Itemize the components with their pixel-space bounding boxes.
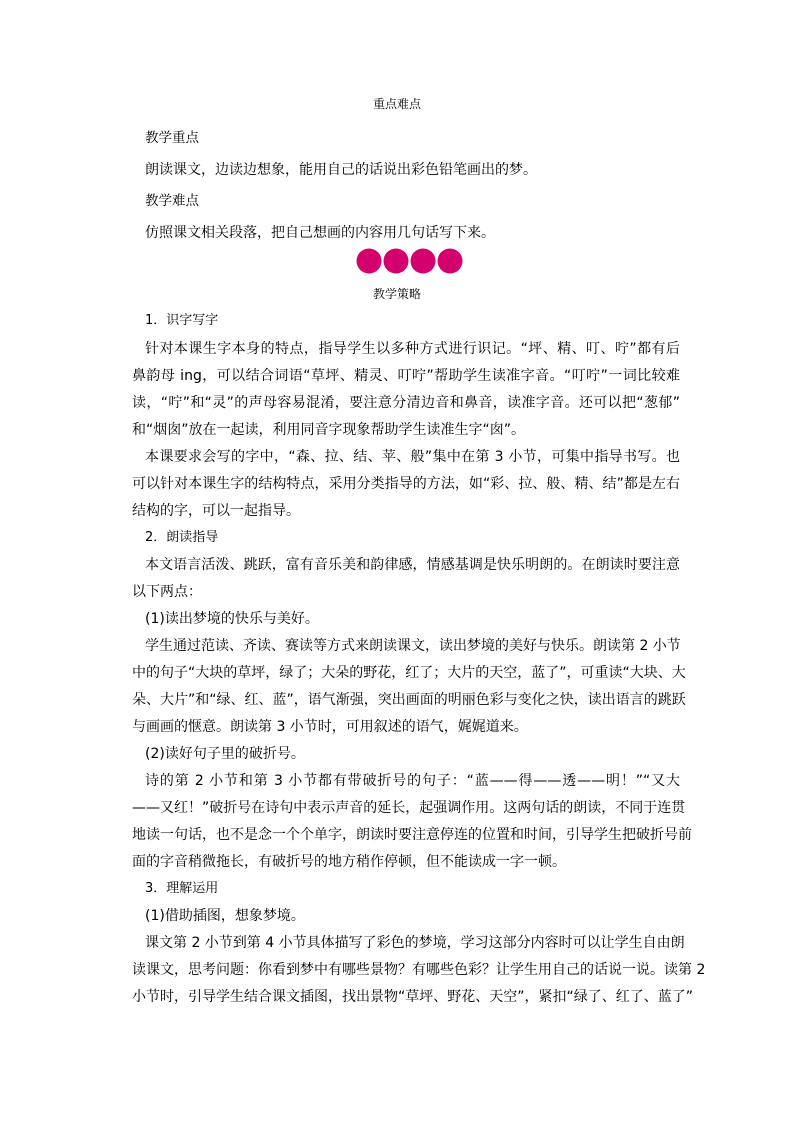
ornament-circle-icon: [384, 249, 409, 274]
part2-line: ——又红！”破折号在诗句中表示声音的延长，起强调作用。这两句话的朗读，不同于连贯: [132, 800, 686, 816]
part2-line: 与画画的惬意。朗读第 3 小节时，可用叙述的语气，娓娓道来。: [132, 719, 528, 735]
part1-line: 针对本课生字本身的特点，指导学生以多种方式进行识记。“坪、精、叮、咛”都有后: [145, 341, 680, 357]
ornament-circle-icon: [411, 249, 436, 274]
part1-line: 可以针对本课生字的结构特点，采用分类指导的方法，如“彩、拉、般、精、结”都是左右: [132, 476, 680, 492]
part1-line: 和“烟囱”放在一起读，利用同音字现象帮助学生读准生字“囱”。: [132, 422, 526, 438]
part2-line: 面的字音稍微拖长，有破折号的地方稍作停顿，但不能读成一字一顿。: [132, 854, 566, 870]
part3-line: (1)借助插图，想象梦境。: [145, 908, 305, 924]
part2-line: (1)读出梦境的快乐与美好。: [145, 611, 319, 627]
part1-line: 读，“咛”和“灵”的声母容易混淆，要注意分清边音和鼻音，读准字音。还可以把“葱郁”: [132, 395, 680, 411]
difficulty-text: 仿照课文相关段落，把自己想画的内容用几句话写下来。: [145, 225, 495, 241]
part2-line: 以下两点：: [132, 584, 202, 600]
ornament-circle-icon: [438, 249, 463, 274]
part3-line: 小节时，引导学生结合课文插图，找出景物“草坪、野花、天空”，紧扣“绿了、红了、蓝了”: [132, 989, 694, 1005]
part2-heading: 2．朗读指导: [145, 530, 219, 545]
section-title-key-points: 重点难点: [372, 97, 421, 111]
part1-heading: 1．识字写字: [145, 313, 219, 328]
part2-line: 本文语言活泼、跳跃，富有音乐美和韵律感，情感基调是快乐明朗的。在朗读时要注意: [145, 557, 680, 573]
part2-line: 中的句子“大块的草坪，绿了；大朵的野花，红了；大片的天空，蓝了”，可重读“大块、大: [132, 665, 686, 681]
section-title-strategy: 教学策略: [372, 287, 421, 301]
part2-line: 朵、大片”和“绿、红、蓝”，语气渐强，突出画面的明丽色彩与变化之快，读出语言的跳跃: [132, 692, 686, 708]
part3-line: 读课文，思考问题：你看到梦中有哪些景物？有哪些色彩？让学生用自己的话说一说。读第 2: [132, 962, 706, 978]
part1-line: 鼻韵母 ing，可以结合词语“草坪、精灵、叮咛”帮助学生读准字音。“叮咛”一词比较难: [132, 368, 680, 384]
part2-line: 地读一句话，也不是念一个个单字，朗读时要注意停连的位置和时间，引导学生把破折号前: [132, 827, 692, 843]
part1-line: 结构的字，可以一起指导。: [132, 503, 300, 519]
decorative-circles-icon: [356, 248, 464, 274]
part3-line: 课文第 2 小节到第 4 小节具体描写了彩色的梦境，学习这部分内容时可以让学生自由朗: [145, 935, 685, 951]
ornament-circle-icon: [357, 249, 382, 274]
focus-label: 教学重点: [145, 130, 199, 146]
part2-line: 诗的第 2 小节和第 3 小节都有带破折号的句子：“蓝——得——透——明！”“又大: [145, 773, 680, 789]
part3-heading: 3．理解运用: [145, 881, 219, 896]
part2-line: (2)读好句子里的破折号。: [145, 746, 305, 762]
part1-line: 本课要求会写的字中，“森、拉、结、苹、般”集中在第 3 小节，可集中指导书写。也: [145, 449, 680, 465]
part2-line: 学生通过范读、齐读、赛读等方式来朗读课文，读出梦境的美好与快乐。朗读第 2 小节: [145, 638, 681, 654]
focus-text: 朗读课文，边读边想象，能用自己的话说出彩色铅笔画出的梦。: [145, 162, 537, 178]
difficulty-label: 教学难点: [145, 193, 199, 209]
